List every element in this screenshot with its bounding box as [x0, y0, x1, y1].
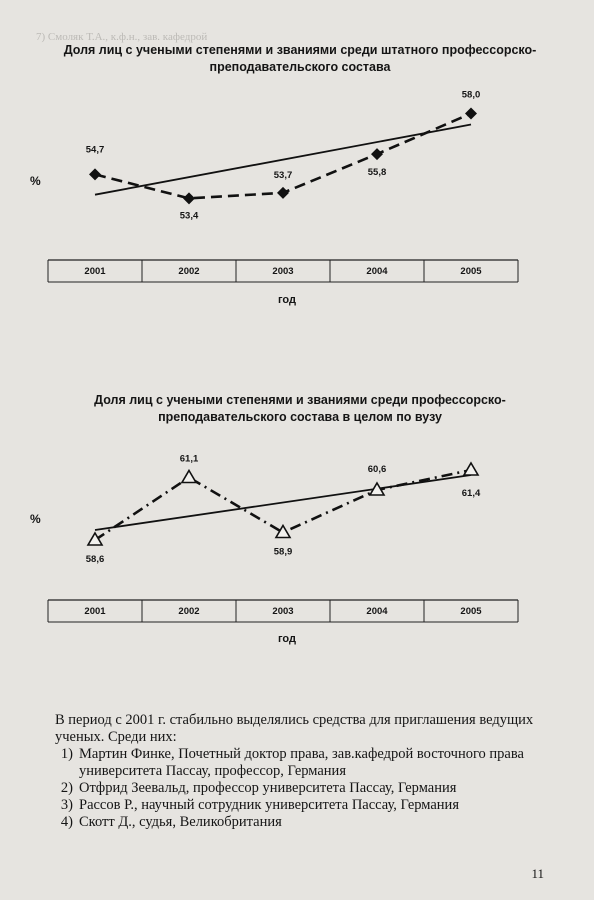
intro-paragraph: В период с 2001 г. стабильно выделялись средства для приглашения ведущих ученых. Среди них: — [55, 712, 534, 745]
x-tick-label: 2004 — [366, 606, 388, 617]
x-tick-label: 2002 — [178, 266, 200, 277]
data-label: 58,0 — [461, 89, 481, 101]
guest-list — [55, 746, 545, 831]
bleed-through-text: 7) Смоляк Т.А., к.ф.н., зав. кафедрой — [36, 31, 208, 43]
x-tick-label: 2005 — [460, 266, 482, 277]
chart2-y-label: % — [30, 512, 41, 526]
data-label: 53,7 — [273, 169, 293, 181]
data-label: 58,9 — [273, 546, 293, 558]
x-tick-label: 2003 — [272, 266, 294, 277]
chart1-x-label: год — [278, 294, 296, 306]
data-point-marker — [88, 533, 102, 545]
data-point-marker — [276, 526, 290, 538]
data-point-marker — [182, 471, 196, 483]
x-tick-label: 2005 — [460, 606, 482, 617]
data-label: 54,7 — [85, 144, 105, 156]
data-label: 55,8 — [367, 167, 387, 179]
data-label: 60,6 — [367, 464, 387, 475]
list-item: 2) Отфрид Зеевальд, профессор университета Пассау, Германия — [60, 780, 457, 796]
list-item: 1) Мартин Финке, Почетный доктор права, зав.кафедрой восточного права университета Пассау, профессор, Германия — [60, 746, 524, 779]
data-label: 58,6 — [85, 554, 105, 565]
x-tick-label: 2001 — [84, 606, 106, 617]
data-label: 61,4 — [461, 488, 481, 499]
chart2-title: Доля лиц с учеными степенями и званиями среди профессорско-преподавательского состава в целом по вузу — [94, 393, 506, 424]
x-tick-label: 2003 — [272, 606, 294, 617]
list-item: 3) Рассов Р., научный сотрудник университета Пассау, Германия — [60, 797, 459, 813]
body-text — [55, 712, 545, 831]
chart2-x-label: год — [278, 633, 296, 645]
x-tick-label: 2004 — [366, 266, 388, 277]
list-item: 4) Скотт Д., судья, Великобритания — [60, 814, 282, 830]
chart1-title: Доля лиц с учеными степенями и званиями среди штатного профессорско-преподавательского состава — [63, 43, 537, 74]
data-point-marker — [464, 463, 478, 475]
page-number: 11 — [531, 866, 544, 881]
x-tick-label: 2002 — [178, 606, 200, 617]
data-label: 61,1 — [179, 453, 199, 465]
chart1-y-label: % — [30, 174, 41, 188]
x-tick-label: 2001 — [84, 266, 106, 277]
data-label: 53,4 — [179, 210, 199, 222]
trend-line — [95, 475, 471, 530]
